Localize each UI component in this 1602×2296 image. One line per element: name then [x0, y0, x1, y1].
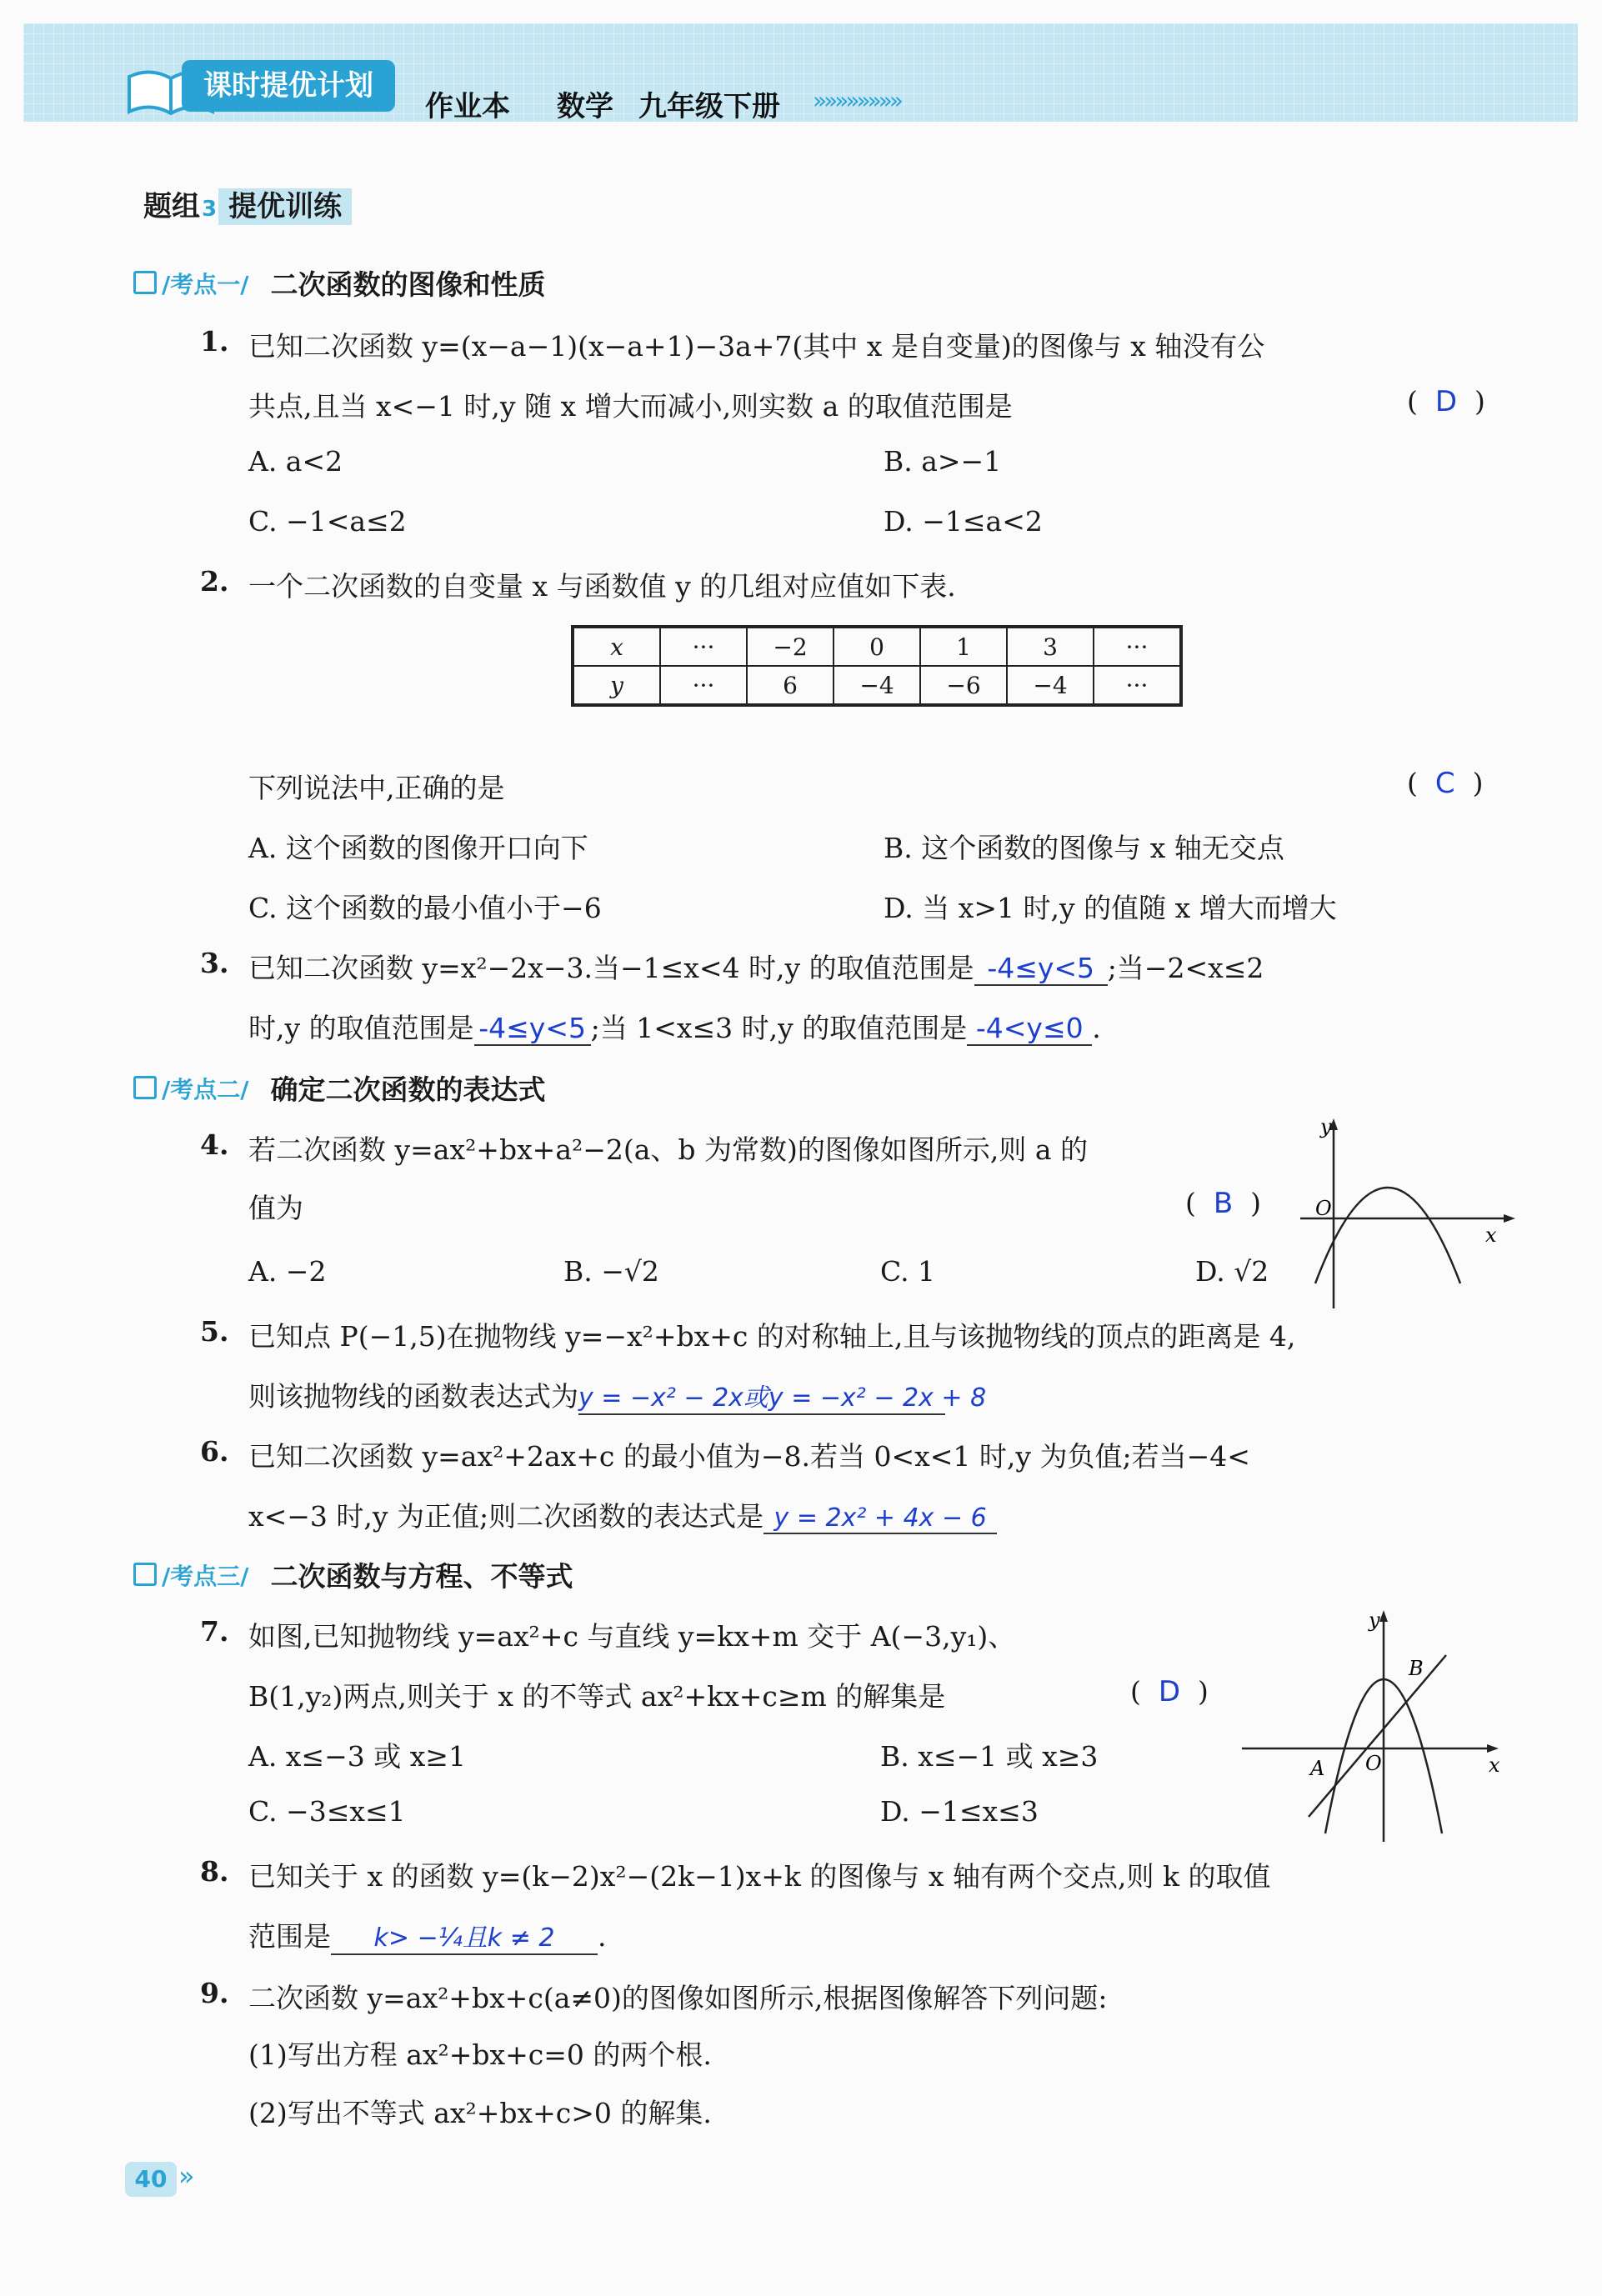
question-number: 1.	[200, 325, 229, 358]
q4-x-label: x	[1485, 1223, 1497, 1247]
section-prefix: 题组	[143, 190, 200, 223]
table-cell: ···	[660, 627, 747, 666]
q3-line1: 已知二次函数 y=x²−2x−3.当−1≤x<4 时,y 的取值范围是 -4≤y<5 ;当−2<x≤2	[248, 952, 1264, 984]
q3-fill1: -4≤y<5	[974, 952, 1108, 986]
value-table	[571, 625, 1183, 707]
q8-line1: 已知关于 x 的函数 y=(k−2)x²−(2k−1)x+k 的图像与 x 轴有两个交点,则 k 的取值	[248, 1860, 1271, 1893]
topic-1	[133, 263, 545, 303]
q9-sub2: (2)写出不等式 ax²+bx+c>0 的解集.	[248, 2097, 712, 2129]
table-row-y	[573, 666, 1181, 705]
q5-line2: 则该抛物线的函数表达式为y = −x² − 2x或y = −x² − 2x + 8	[248, 1375, 945, 1415]
question-number: 3.	[200, 947, 229, 979]
q7-option-c: C. −3≤x≤1	[248, 1795, 406, 1828]
q1-option-a: A. a<2	[248, 445, 343, 478]
question-number: 9.	[200, 1977, 229, 2009]
topic-tag: /考点一/	[133, 267, 248, 300]
q7-point-a-label: A	[1310, 1757, 1325, 1780]
book-type: 作业本	[425, 90, 510, 123]
topic-3	[133, 1555, 573, 1594]
q4-line1: 若二次函数 y=ax²+bx+a²−2(a、b 为常数)的图像如图所示,则 a 的	[248, 1133, 1089, 1166]
q5-fill: y = −x² − 2x或y = −x² − 2x + 8	[578, 1377, 945, 1415]
q9-line1: 二次函数 y=ax²+bx+c(a≠0)的图像如图所示,根据图像解答下列问题:	[248, 1982, 1108, 2014]
q1-option-c: C. −1<a≤2	[248, 505, 407, 538]
topic-title: 二次函数与方程、不等式	[270, 1560, 573, 1593]
table-cell: 1	[920, 627, 1007, 666]
topic-tag: /考点二/	[133, 1072, 248, 1105]
q6-line2: x<−3 时,y 为正值;则二次函数的表达式是 y = 2x² + 4x − 6	[248, 1495, 997, 1534]
q4-option-c: C. 1	[880, 1255, 936, 1288]
question-number: 5.	[200, 1315, 229, 1348]
topic-title: 二次函数的图像和性质	[270, 268, 546, 301]
q2-option-a: A. 这个函数的图像开口向下	[248, 832, 588, 864]
brand-badge: 课时提优计划	[182, 60, 395, 112]
q2-line2: 下列说法中,正确的是	[248, 772, 505, 804]
q7-y-label: y	[1369, 1608, 1380, 1632]
q2-option-c: C. 这个函数的最小值小于−6	[248, 892, 602, 924]
header-arrows: »»»»»»»»	[813, 87, 901, 114]
q4-option-b: B. −√2	[563, 1255, 659, 1288]
q7-option-d: D. −1≤x≤3	[880, 1795, 1039, 1828]
q7-option-b: B. x≤−1 或 x≥3	[880, 1740, 1099, 1773]
q1-option-b: B. a>−1	[884, 445, 1002, 478]
topic-box-icon	[133, 271, 157, 294]
table-cell: 6	[747, 666, 834, 705]
table-cell: 0	[834, 627, 920, 666]
q5-line1: 已知点 P(−1,5)在抛物线 y=−x²+bx+c 的对称轴上,且与该抛物线的顶点的距离是 4,	[248, 1320, 1296, 1353]
q3-line2: 时,y 的取值范围是 -4≤y<5 ;当 1<x≤3 时,y 的取值范围是 -4<y≤0 .	[248, 1012, 1101, 1044]
q1-option-d: D. −1≤a<2	[884, 505, 1043, 538]
q1-line1: 已知二次函数 y=(x−a−1)(x−a+1)−3a+7(其中 x 是自变量)的图像与 x 轴没有公	[248, 330, 1265, 363]
table-cell: −6	[920, 666, 1007, 705]
topic-box-icon	[133, 1076, 157, 1099]
q8-line2: 范围是 k> −¼且k ≠ 2 .	[248, 1915, 607, 1955]
q4-y-label: y	[1320, 1117, 1332, 1138]
table-cell: ···	[1094, 627, 1181, 666]
q7-answer-bracket: ( D )	[1130, 1675, 1209, 1708]
question-number: 8.	[200, 1855, 229, 1888]
q2-answer: C	[1434, 767, 1455, 800]
table-cell: ···	[660, 666, 747, 705]
page-number: 40	[125, 2162, 177, 2197]
q1-line2: 共点,且当 x<−1 时,y 随 x 增大而减小,则实数 a 的取值范围是	[248, 390, 1013, 423]
q6-fill: y = 2x² + 4x − 6	[763, 1503, 997, 1534]
q7-answer: D	[1158, 1675, 1181, 1708]
table-cell: −4	[1007, 666, 1094, 705]
table-row-x	[573, 627, 1181, 666]
subject: 数学	[557, 90, 613, 123]
q7-x-label: x	[1489, 1753, 1500, 1777]
q3-fill2: -4≤y<5	[474, 1012, 591, 1046]
table-cell: −4	[834, 666, 920, 705]
q7-point-b-label: B	[1409, 1657, 1424, 1680]
table-cell: x	[573, 627, 660, 666]
q6-line1: 已知二次函数 y=ax²+2ax+c 的最小值为−8.若当 0<x<1 时,y 为负值;若当−4<	[248, 1440, 1250, 1473]
q4-graph	[1300, 1117, 1517, 1308]
q2-answer-bracket: ( C )	[1407, 767, 1484, 800]
page-arrow-icon: »	[178, 2160, 195, 2192]
q7-line2: B(1,y₂)两点,则关于 x 的不等式 ax²+kx+c≥m 的解集是	[248, 1680, 946, 1713]
q7-graph	[1242, 1608, 1509, 1842]
q3-fill3: -4<y≤0	[967, 1012, 1092, 1046]
topic-tag: /考点三/	[133, 1558, 248, 1592]
q8-fill: k> −¼且k ≠ 2	[331, 1917, 598, 1955]
table-cell: 3	[1007, 627, 1094, 666]
topic-box-icon	[133, 1563, 157, 1586]
question-number: 6.	[200, 1435, 229, 1468]
q7-option-a: A. x≤−3 或 x≥1	[248, 1740, 466, 1773]
q2-option-d: D. 当 x>1 时,y 的值随 x 增大而增大	[884, 892, 1337, 924]
q4-answer: B	[1213, 1187, 1234, 1220]
grade: 九年级下册	[638, 90, 780, 123]
q2-line1: 一个二次函数的自变量 x 与函数值 y 的几组对应值如下表.	[248, 570, 956, 603]
table-cell: −2	[747, 627, 834, 666]
question-number: 2.	[200, 565, 229, 598]
q1-answer-bracket: ( D )	[1407, 385, 1485, 418]
section-title	[143, 183, 352, 224]
q2-option-b: B. 这个函数的图像与 x 轴无交点	[884, 832, 1284, 864]
question-number: 7.	[200, 1615, 229, 1648]
q4-answer-bracket: ( B )	[1185, 1187, 1262, 1220]
q1-answer: D	[1434, 385, 1458, 418]
q7-line1: 如图,已知抛物线 y=ax²+c 与直线 y=kx+m 交于 A(−3,y₁)、	[248, 1620, 1016, 1653]
question-number: 4.	[200, 1128, 229, 1161]
q4-option-d: D. √2	[1195, 1255, 1269, 1288]
q9-sub1: (1)写出方程 ax²+bx+c=0 的两个根.	[248, 2038, 712, 2071]
topic-title: 确定二次函数的表达式	[270, 1073, 546, 1106]
section-name: 提优训练	[218, 188, 352, 225]
q7-origin-label: O	[1365, 1752, 1382, 1775]
table-cell: y	[573, 666, 660, 705]
topic-2	[133, 1068, 545, 1108]
section-number: 3	[202, 197, 218, 222]
table-cell: ···	[1094, 666, 1181, 705]
q4-origin-label: O	[1315, 1197, 1332, 1220]
q4-option-a: A. −2	[248, 1255, 327, 1288]
q4-line2: 值为	[248, 1192, 303, 1224]
